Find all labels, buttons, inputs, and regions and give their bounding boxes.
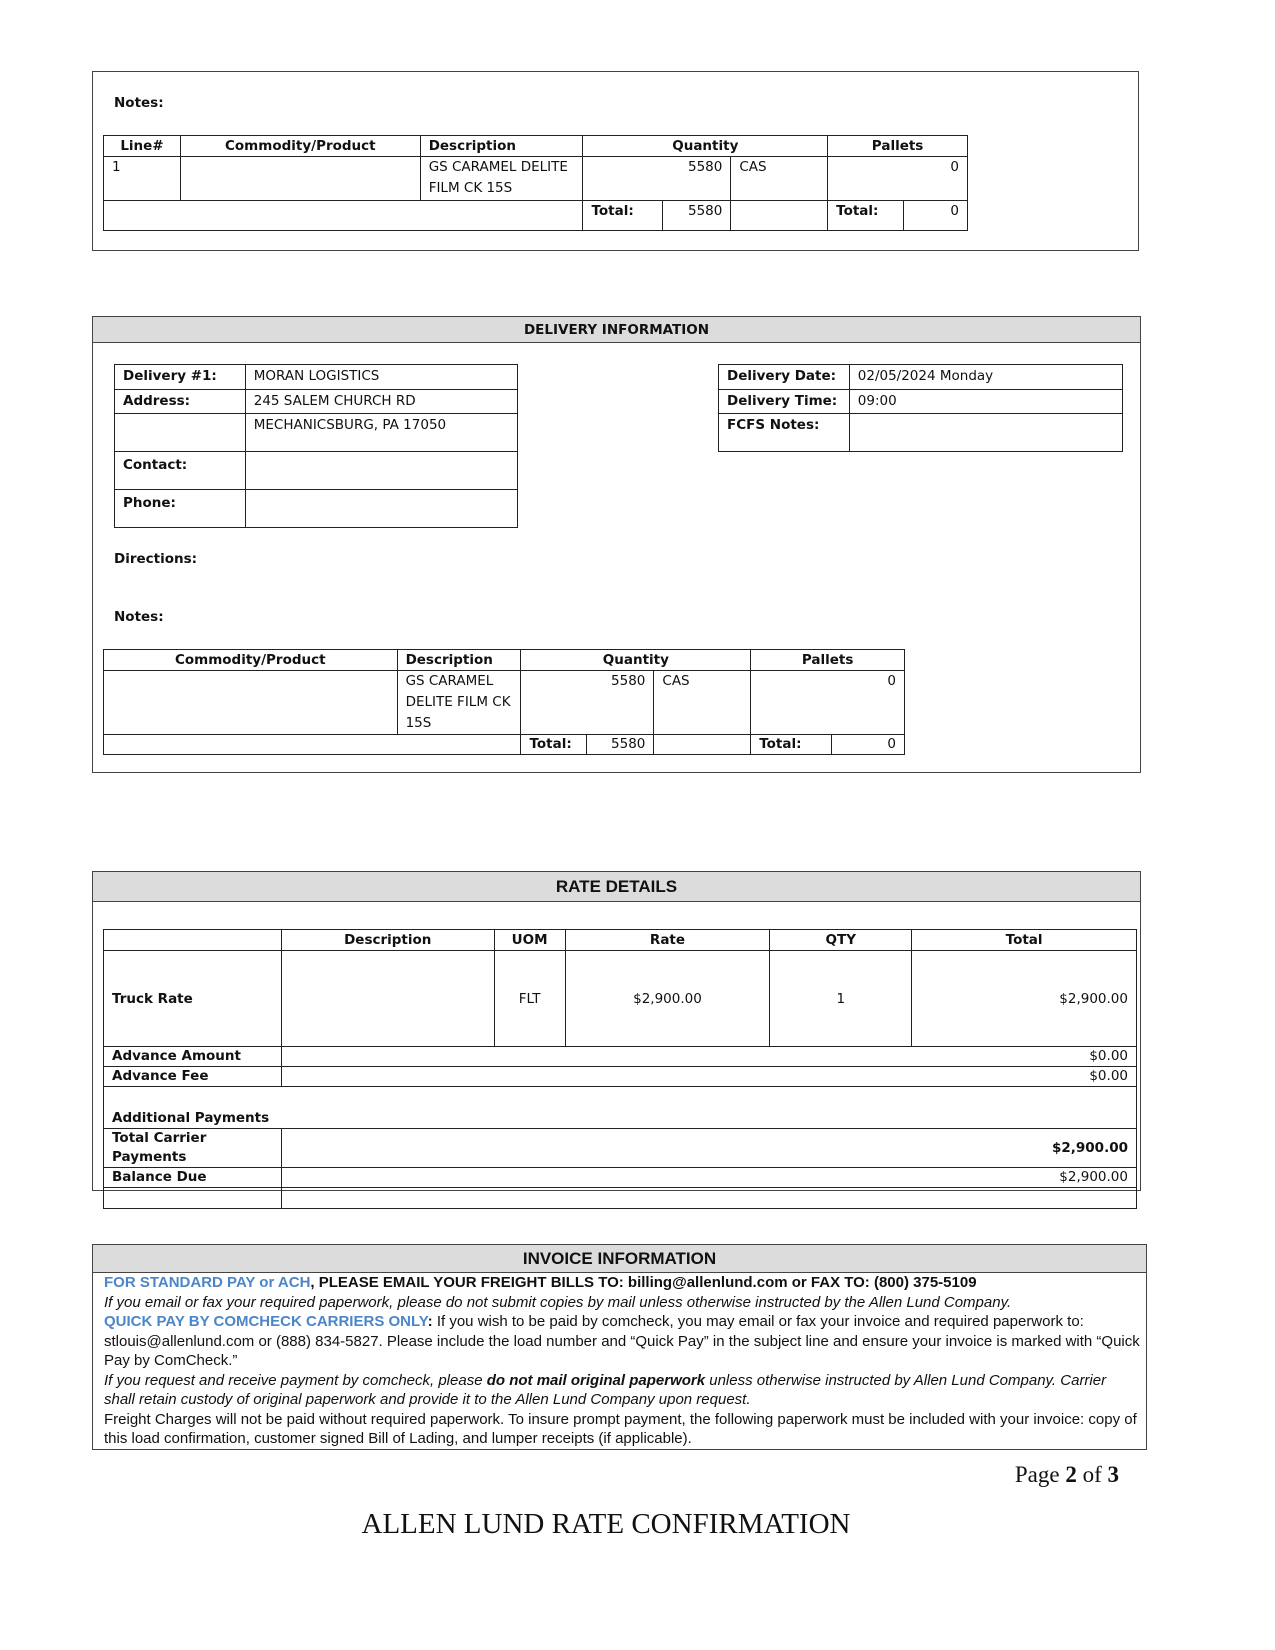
col-header-pallets: Pallets [828, 136, 968, 157]
invoice-instructions [104, 1273, 1140, 1449]
col-header-line: Line# [104, 136, 181, 157]
advance-amount-label: Advance Amount [104, 1047, 282, 1067]
col-header-pallets: Pallets [751, 650, 905, 671]
delivery-stop-label: Delivery #1: [115, 365, 246, 390]
page-number: Page 2 of 3 [1014, 1462, 1119, 1487]
col-header-uom: UOM [494, 930, 565, 951]
advance-fee-label: Advance Fee [104, 1067, 282, 1087]
delivery-stop-table [114, 364, 518, 528]
col-header-quantity: Quantity [521, 650, 751, 671]
fcfs-notes-value [849, 414, 1122, 452]
balance-due-label: Balance Due [104, 1168, 282, 1188]
commodity-cell [104, 671, 398, 735]
total-carrier-payments-label: Total Carrier Payments [104, 1129, 282, 1168]
table-row [104, 157, 968, 201]
directions-label: Directions: [114, 551, 198, 567]
email-fax-note: If you email or fax your required paperwork, please do not submit copies by mail unless otherwise instructed by the Allen Lund Company. [104, 1293, 1012, 1311]
col-header-qty: QTY [770, 930, 912, 951]
delivery-time-value: 09:00 [849, 390, 1122, 414]
col-header-description: Description [420, 136, 583, 157]
commodity-cell [180, 157, 420, 201]
required-paperwork-paragraph: Freight Charges will not be paid without required paperwork. To insure prompt payment, the following paperwork must be included with your invoice: copy of this load confirmation, customer signed Bill of Lading, and lumper receipts (if applicable). [104, 1410, 1137, 1447]
document-title: ALLEN LUND RATE CONFIRMATION [361, 1508, 851, 1540]
advance-fee-value: $0.00 [281, 1067, 1136, 1087]
pallets-cell: 0 [828, 157, 968, 201]
address-label: Address: [115, 390, 246, 414]
quantity-total-label: Total: [583, 201, 663, 231]
address-line2: MECHANICSBURG, PA 17050 [245, 414, 517, 452]
truck-rate-uom: FLT [494, 951, 565, 1047]
contact-label: Contact: [115, 452, 246, 490]
description-cell: GS CARAMEL DELITE FILM CK 15S [420, 157, 583, 201]
col-header-description: Description [281, 930, 494, 951]
description-cell: GS CARAMEL DELITE FILM CK 15S [397, 671, 521, 735]
truck-rate-total: $2,900.00 [912, 951, 1137, 1047]
pickup-notes-label: Notes: [114, 95, 164, 111]
rate-details-table [103, 929, 1137, 1209]
fcfs-notes-label: FCFS Notes: [719, 414, 850, 452]
standard-pay-line: FOR STANDARD PAY or ACH, PLEASE EMAIL YOUR FREIGHT BILLS TO: billing@allenlund.com or FAX TO: (800) 375-5109 [104, 1274, 977, 1291]
quantity-cell: 5580 [583, 157, 731, 201]
truck-rate-qty: 1 [770, 951, 912, 1047]
col-header-commodity: Commodity/Product [104, 650, 398, 671]
col-header-commodity: Commodity/Product [180, 136, 420, 157]
pallets-total: 0 [832, 735, 905, 755]
delivery-commodity-table [103, 649, 905, 755]
address-line1: 245 SALEM CHURCH RD [245, 390, 517, 414]
col-header-rate: Rate [565, 930, 770, 951]
additional-payments-label: Additional Payments [104, 1087, 1137, 1129]
table-row [104, 951, 1137, 1047]
col-header-total: Total [912, 930, 1137, 951]
unit-cell: CAS [654, 671, 751, 735]
truck-rate-label: Truck Rate [104, 951, 282, 1047]
delivery-section-title: DELIVERY INFORMATION [93, 317, 1140, 343]
delivery-date-value: 02/05/2024 Monday [849, 365, 1122, 390]
delivery-stop-value: MORAN LOGISTICS [245, 365, 517, 390]
total-carrier-payments-value: $2,900.00 [281, 1129, 1136, 1168]
pallets-total: 0 [904, 201, 968, 231]
advance-amount-value: $0.00 [281, 1047, 1136, 1067]
delivery-date-label: Delivery Date: [719, 365, 850, 390]
truck-rate-description [281, 951, 494, 1047]
unit-cell: CAS [731, 157, 828, 201]
rate-details-title: RATE DETAILS [93, 872, 1140, 902]
pallets-cell: 0 [751, 671, 905, 735]
phone-label: Phone: [115, 490, 246, 528]
balance-due-value: $2,900.00 [281, 1168, 1136, 1188]
col-header-quantity: Quantity [583, 136, 828, 157]
comcheck-paragraph: If you request and receive payment by comcheck, please do not mail original paperwork unless otherwise instructed by Allen Lund Company. Carrier shall retain custody of original paperwork and provide it to the Allen Lund Company upon request. [104, 1371, 1107, 1408]
phone-value [245, 490, 517, 528]
quantity-total-label: Total: [521, 735, 587, 755]
quantity-total: 5580 [587, 735, 654, 755]
standard-pay-heading: FOR STANDARD PAY or ACH [104, 1274, 311, 1291]
truck-rate-rate: $2,900.00 [565, 951, 770, 1047]
pallets-total-label: Total: [828, 201, 904, 231]
table-row [104, 671, 905, 735]
col-header-description: Description [397, 650, 521, 671]
invoice-section-title: INVOICE INFORMATION [93, 1245, 1146, 1273]
pickup-commodity-table [103, 135, 968, 231]
quick-pay-paragraph: QUICK PAY BY COMCHECK CARRIERS ONLY: If you wish to be paid by comcheck, you may email or fax your invoice and required paperwork to: stlouis@allenlund.com or (888) 834-5827. Please include the load number and “Quick Pay” in the subject line and ensure your invoice is marked with “Quick Pay by ComCheck.” [104, 1313, 1140, 1369]
pallets-total-label: Total: [751, 735, 832, 755]
quick-pay-heading: QUICK PAY BY COMCHECK CARRIERS ONLY [104, 1313, 428, 1330]
delivery-time-label: Delivery Time: [719, 390, 850, 414]
contact-value [245, 452, 517, 490]
line-number: 1 [104, 157, 181, 201]
quantity-cell: 5580 [521, 671, 654, 735]
delivery-notes-label: Notes: [114, 609, 164, 625]
quantity-total: 5580 [663, 201, 731, 231]
delivery-schedule-table [718, 364, 1123, 452]
